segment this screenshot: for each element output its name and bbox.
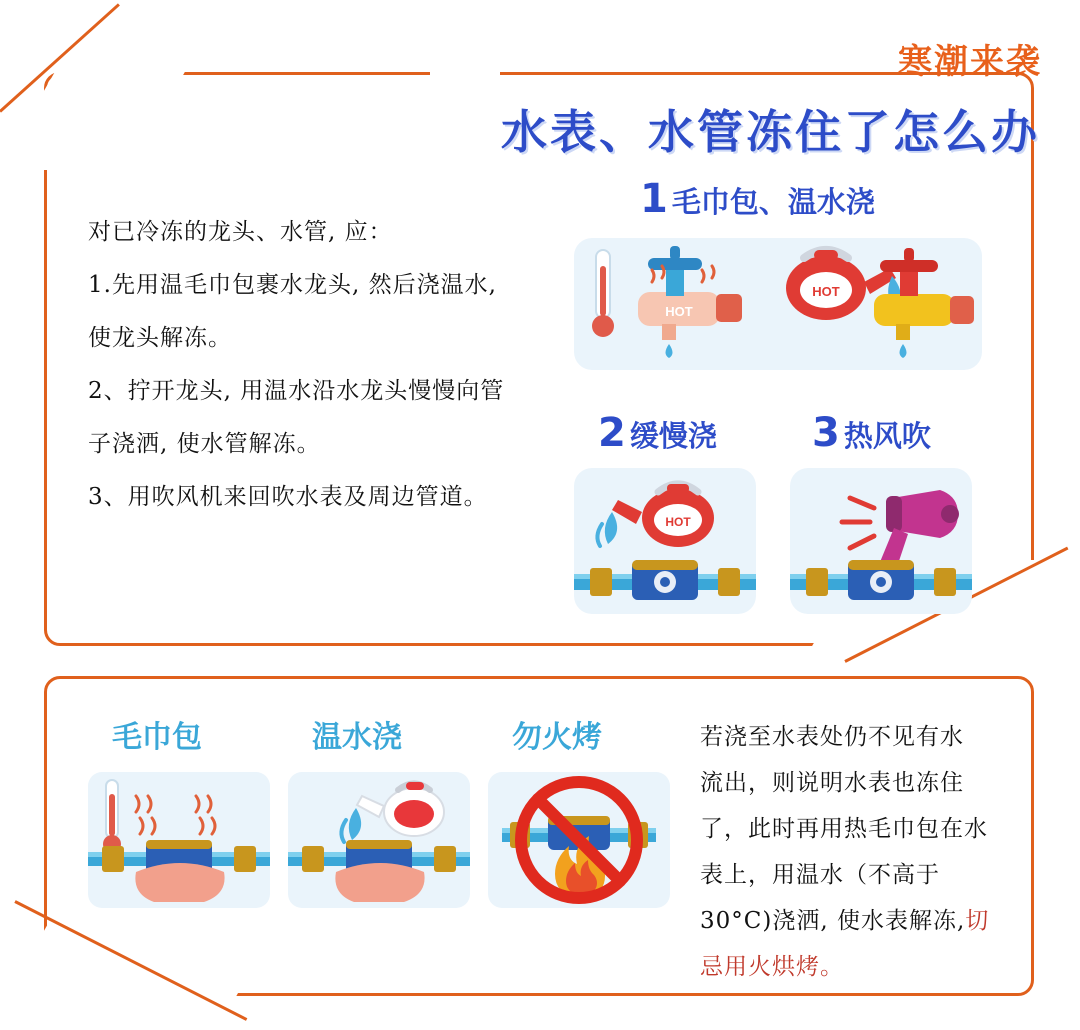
instructions-line-2: 使龙头解冻。	[88, 325, 232, 351]
step-1-illustration-panel	[574, 238, 982, 370]
instructions-block	[88, 206, 558, 524]
bottom-note-warn-line: 忌用火烘烤。	[700, 954, 844, 980]
hair-dryer-meter-icon	[790, 468, 972, 614]
bottom-note-warn-start: 切	[965, 908, 990, 934]
bottom-tile-3-panel	[488, 772, 670, 908]
kicker-title: 寒潮来袭	[898, 42, 1042, 82]
kettle-pouring-meter-icon	[574, 468, 756, 614]
step-2-illustration-panel	[574, 468, 756, 614]
no-fire-meter-icon	[488, 772, 670, 908]
bottom-note-line-5	[700, 898, 1018, 944]
bottom-note-line-5-text: 30°C)浇洒, 使水表解冻,	[700, 908, 966, 934]
instructions-line-1: 1.先用温毛巾包裹水龙头, 然后浇温水,	[88, 272, 497, 298]
bottom-note-block	[700, 714, 1018, 990]
bottom-tile-3-title: 勿火烤	[512, 720, 602, 755]
step-3-text: 热风吹	[843, 419, 931, 453]
bottom-note-line-2: 流出，则说明水表也冻住	[700, 770, 964, 796]
step-2-label	[598, 410, 717, 456]
svg-text:HOT: HOT	[665, 304, 693, 319]
faucet-towel-kettle-icon	[574, 238, 982, 370]
svg-text:HOT: HOT	[812, 284, 840, 299]
bottom-note-line-3: 了，此时再用热毛巾包在水	[700, 816, 988, 842]
bottom-tile-2-panel	[288, 772, 470, 908]
bottom-tile-2-title: 温水浇	[312, 720, 402, 755]
bottom-tile-1-panel	[88, 772, 270, 908]
instructions-line-3: 2、拧开龙头, 用温水沿水龙头慢慢向管	[88, 378, 505, 404]
step-3-number: 3	[812, 410, 840, 456]
frame-notch-top-right	[430, 58, 500, 88]
bottom-tile-1-title: 毛巾包	[112, 720, 202, 755]
step-1-label	[640, 176, 875, 222]
page-title: 水表、水管冻住了怎么办	[501, 105, 1040, 159]
water-meter-kettle-icon	[288, 772, 470, 908]
step-1-number: 1	[640, 176, 668, 222]
bottom-note-line-1: 若浇至水表处仍不见有水	[700, 724, 964, 750]
instructions-line-5: 3、用吹风机来回吹水表及周边管道。	[88, 484, 488, 510]
bottom-note-line-4: 表上，用温水（不高于	[700, 862, 940, 888]
step-1-text: 毛巾包、温水浇	[671, 185, 875, 219]
instructions-intro: 对已冷冻的龙头、水管, 应：	[88, 219, 393, 245]
step-3-label	[812, 410, 931, 456]
instructions-line-4: 子浇洒, 使水管解冻。	[88, 431, 321, 457]
svg-text:HOT: HOT	[665, 515, 691, 529]
step-3-illustration-panel	[790, 468, 972, 614]
step-2-text: 缓慢浇	[629, 419, 717, 453]
step-2-number: 2	[598, 410, 626, 456]
water-meter-towel-icon	[88, 772, 270, 908]
